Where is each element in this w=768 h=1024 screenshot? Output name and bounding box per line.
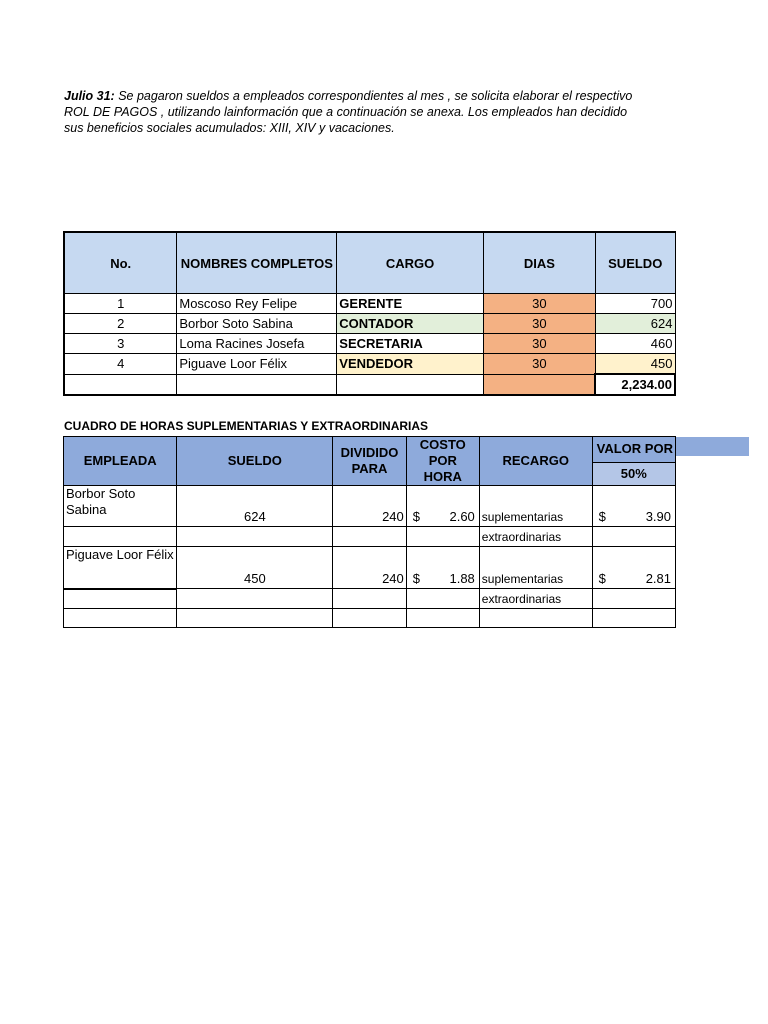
empty-cell[interactable] <box>64 589 177 609</box>
cell-no[interactable]: 1 <box>64 294 177 314</box>
currency-symbol: $ <box>598 571 606 586</box>
header-empleada[interactable]: EMPLEADA <box>64 437 177 486</box>
table-row <box>64 334 675 354</box>
cell-name[interactable]: Loma Racines Josefa <box>177 334 337 354</box>
payroll-header-row <box>64 232 675 294</box>
header-overflow-fill <box>676 437 749 456</box>
cell-sueldo[interactable]: 700 <box>595 294 675 314</box>
cell-recargo[interactable]: suplementarias <box>479 486 592 527</box>
cell-recargo[interactable]: extraordinarias <box>479 527 592 547</box>
header-sueldo[interactable]: SUELDO <box>177 437 333 486</box>
empty-cell[interactable] <box>64 609 177 628</box>
cell-dividido[interactable]: 240 <box>333 547 407 589</box>
empty-cell[interactable] <box>406 589 479 609</box>
header-dias[interactable]: DIAS <box>483 232 595 294</box>
cell-dias[interactable]: 30 <box>483 314 595 334</box>
cell-costo[interactable] <box>406 486 479 527</box>
cell-no[interactable]: 2 <box>64 314 177 334</box>
cell-cargo[interactable]: CONTADOR <box>337 314 484 334</box>
header-sueldo[interactable]: SUELDO <box>595 232 675 294</box>
empty-cell[interactable] <box>333 527 407 547</box>
cell-no[interactable]: 3 <box>64 334 177 354</box>
empty-cell[interactable] <box>177 589 333 609</box>
table-row <box>64 294 675 314</box>
header-dividido[interactable]: DIVIDIDO PARA <box>333 437 407 486</box>
empty-cell[interactable] <box>479 609 592 628</box>
cell-dividido[interactable]: 240 <box>333 486 407 527</box>
empty-cell[interactable] <box>592 527 675 547</box>
empty-cell[interactable] <box>64 527 177 547</box>
header-no[interactable]: No. <box>64 232 177 294</box>
table-row <box>64 609 676 628</box>
cell-sueldo[interactable]: 624 <box>177 486 333 527</box>
header-cargo[interactable]: CARGO <box>337 232 484 294</box>
table-row <box>64 527 676 547</box>
cell-sueldo[interactable]: 460 <box>595 334 675 354</box>
costo-value: 2.60 <box>449 509 475 524</box>
currency-symbol: $ <box>412 571 420 586</box>
cell-recargo[interactable]: extraordinarias <box>479 589 592 609</box>
table-row <box>64 314 675 334</box>
overtime-table <box>63 436 676 628</box>
intro-paragraph <box>64 88 676 136</box>
cell-sueldo[interactable]: 624 <box>595 314 675 334</box>
cell-valor[interactable] <box>592 486 675 527</box>
payroll-total-row <box>64 374 675 395</box>
cell-name[interactable]: Piguave Loor Félix <box>177 354 337 375</box>
empty-cell[interactable] <box>64 374 177 395</box>
cell-recargo[interactable]: suplementarias <box>479 547 592 589</box>
costo-value: 1.88 <box>449 571 475 586</box>
table-row <box>64 354 675 375</box>
overtime-header-row <box>64 437 676 463</box>
payroll-table <box>63 231 676 396</box>
valor-value: 3.90 <box>645 509 671 524</box>
table-row <box>64 589 676 609</box>
empty-cell[interactable] <box>406 527 479 547</box>
empty-cell[interactable] <box>483 374 595 395</box>
cell-name[interactable]: Moscoso Rey Felipe <box>177 294 337 314</box>
intro-line-1: Se pagaron sueldos a empleados correspondientes al mes , se solicita elaborar el respectivo <box>114 89 633 103</box>
empty-cell[interactable] <box>177 527 333 547</box>
empty-cell[interactable] <box>177 374 337 395</box>
overtime-section-title: CUADRO DE HORAS SUPLEMENTARIAS Y EXTRAORDINARIAS <box>64 419 429 433</box>
payroll-total[interactable]: 2,234.00 <box>595 374 675 395</box>
empty-cell[interactable] <box>337 374 484 395</box>
currency-symbol: $ <box>412 509 420 524</box>
empty-cell[interactable] <box>592 589 675 609</box>
empty-cell[interactable] <box>177 609 333 628</box>
cell-costo[interactable] <box>406 547 479 589</box>
empty-cell[interactable] <box>333 609 407 628</box>
table-row <box>64 486 676 527</box>
header-costo[interactable]: COSTO POR HORA <box>406 437 479 486</box>
header-recargo[interactable]: RECARGO <box>479 437 592 486</box>
cell-sueldo[interactable]: 450 <box>177 547 333 589</box>
table-row <box>64 547 676 589</box>
valor-value: 2.81 <box>645 571 671 586</box>
cell-dias[interactable]: 30 <box>483 334 595 354</box>
header-nombres[interactable]: NOMBRES COMPLETOS <box>177 232 337 294</box>
header-valor[interactable]: VALOR POR <box>592 437 675 463</box>
currency-symbol: $ <box>598 509 606 524</box>
intro-line-3: sus beneficios sociales acumulados: XIII, XIV y vacaciones. <box>64 121 395 135</box>
empty-cell[interactable] <box>592 609 675 628</box>
cell-cargo[interactable]: GERENTE <box>337 294 484 314</box>
intro-line-2: ROL DE PAGOS , utilizando lainformación que a continuación se anexa. Los empleados han decidido <box>64 105 628 119</box>
cell-valor[interactable] <box>592 547 675 589</box>
cell-cargo[interactable]: VENDEDOR <box>337 354 484 375</box>
cell-sueldo[interactable]: 450 <box>595 354 675 375</box>
cell-empleada[interactable]: Piguave Loor Félix <box>64 547 177 589</box>
intro-date-label: Julio 31: <box>64 89 115 103</box>
cell-name[interactable]: Borbor Soto Sabina <box>177 314 337 334</box>
empty-cell[interactable] <box>333 589 407 609</box>
cell-dias[interactable]: 30 <box>483 294 595 314</box>
cell-dias[interactable]: 30 <box>483 354 595 375</box>
empty-cell[interactable] <box>406 609 479 628</box>
cell-cargo[interactable]: SECRETARIA <box>337 334 484 354</box>
cell-no[interactable]: 4 <box>64 354 177 375</box>
header-valor-pct[interactable]: 50% <box>592 462 675 485</box>
cell-empleada[interactable]: Borbor Soto Sabina <box>64 486 177 527</box>
